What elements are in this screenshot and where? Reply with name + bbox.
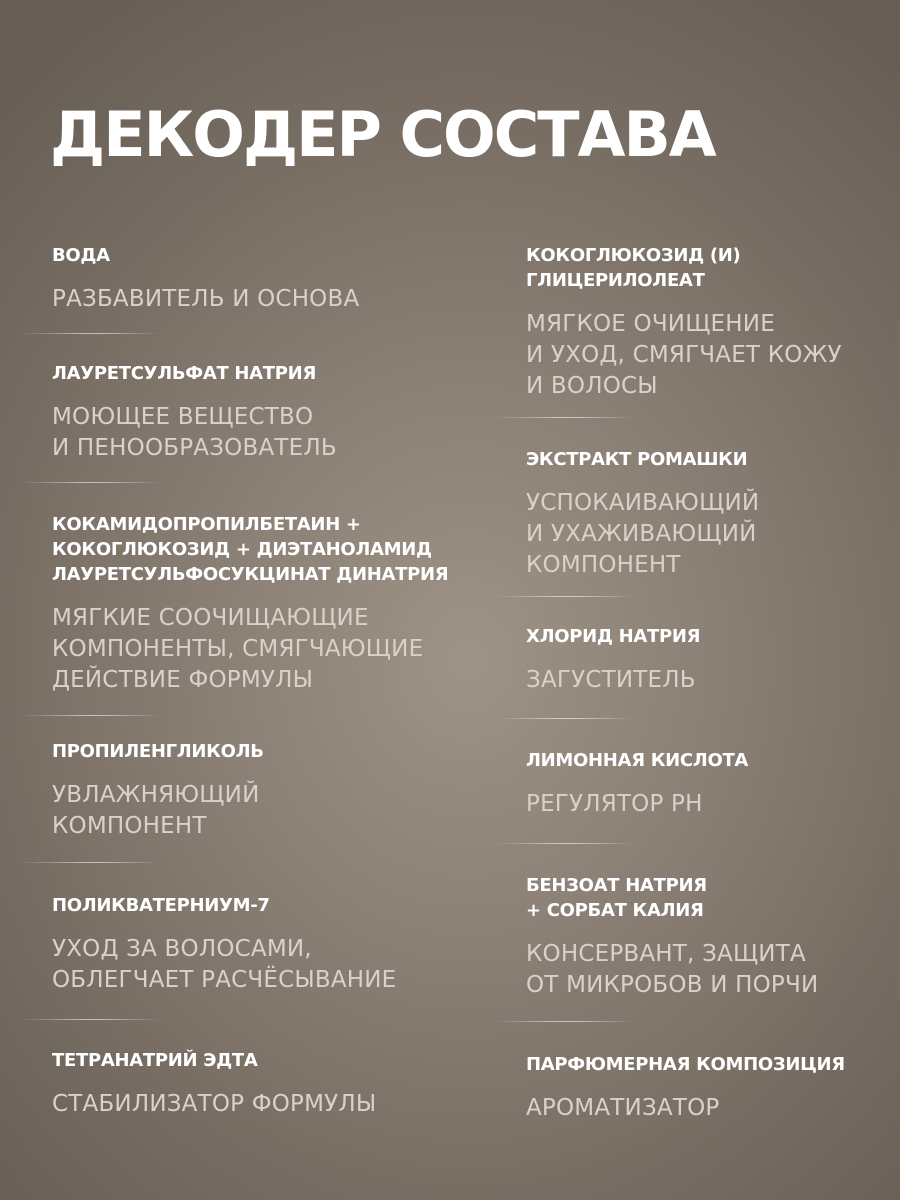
page-title: ДЕКОДЕР СОСТАВА <box>50 98 715 171</box>
ingredient-description: СТАБИЛИЗАТОР ФОРМУЛЫ <box>52 1091 377 1117</box>
ingredient-name: ПОЛИКВАТЕРНИУМ-7 <box>52 895 270 916</box>
ingredient-name: ЛАУРЕТСУЛЬФАТ НАТРИЯ <box>52 363 317 384</box>
ingredient-sodium-chloride <box>526 624 886 696</box>
ingredient-citric-acid <box>526 748 886 820</box>
ingredient-coco-glucoside-glyceryl-oleate <box>526 243 886 402</box>
divider <box>494 718 634 719</box>
ingredient-description: УХОД ЗА ВОЛОСАМИ, ОБЛЕГЧАЕТ РАСЧЁСЫВАНИЕ <box>52 936 397 993</box>
ingredient-name: ЛИМОННАЯ КИСЛОТА <box>526 750 749 771</box>
ingredient-description: РЕГУЛЯТОР PH <box>526 791 703 817</box>
divider <box>494 417 634 418</box>
ingredient-tetrasodium-edta <box>52 1048 472 1120</box>
ingredient-name: ТЕТРАНАТРИЙ ЭДТА <box>52 1050 258 1071</box>
ingredient-name: ХЛОРИД НАТРИЯ <box>526 626 701 647</box>
ingredient-name: ЭКСТРАКТ РОМАШКИ <box>526 449 748 470</box>
ingredient-polyquaternium-7 <box>52 893 472 996</box>
ingredient-description: ЗАГУСТИТЕЛЬ <box>526 667 696 693</box>
ingredient-water <box>52 243 472 315</box>
ingredient-name: ВОДА <box>52 245 110 266</box>
ingredient-fragrance <box>526 1052 886 1124</box>
ingredient-description: МОЮЩЕЕ ВЕЩЕСТВО И ПЕНООБРАЗОВАТЕЛЬ <box>52 404 337 461</box>
ingredient-sodium-benzoate-potassium-sorbate <box>526 873 886 1001</box>
ingredient-description: РАЗБАВИТЕЛЬ И ОСНОВА <box>52 286 360 312</box>
ingredient-sodium-laureth-sulfate <box>52 361 472 464</box>
divider <box>494 1021 634 1022</box>
ingredient-name: КОКОГЛЮКОЗИД (И) ГЛИЦЕРИЛОЛЕАТ <box>526 245 741 291</box>
ingredient-name: ПРОПИЛЕНГЛИКОЛЬ <box>52 741 264 762</box>
ingredient-description: МЯГКИЕ СООЧИЩАЮЩИЕ КОМПОНЕНТЫ, СМЯГЧАЮЩИЕ ДЕЙСТВИЕ ФОРМУЛЫ <box>52 605 424 693</box>
ingredient-description: УВЛАЖНЯЮЩИЙ КОМПОНЕНТ <box>52 782 260 839</box>
ingredient-description: УСПОКАИВАЮЩИЙ И УХАЖИВАЮЩИЙ КОМПОНЕНТ <box>526 490 760 578</box>
ingredient-description: МЯГКОЕ ОЧИЩЕНИЕ И УХОД, СМЯГЧАЕТ КОЖУ И ВОЛОСЫ <box>526 311 842 399</box>
ingredient-description: АРОМАТИЗАТОР <box>526 1095 720 1121</box>
ingredient-name: ПАРФЮМЕРНАЯ КОМПОЗИЦИЯ <box>526 1054 845 1075</box>
ingredient-description: КОНСЕРВАНТ, ЗАЩИТА ОТ МИКРОБОВ И ПОРЧИ <box>526 941 819 998</box>
ingredient-propylene-glycol <box>52 739 472 842</box>
divider <box>494 843 634 844</box>
ingredient-name: КОКАМИДОПРОПИЛБЕТАИН + КОКОГЛЮКОЗИД + ДИЭТАНОЛАМИД ЛАУРЕТСУЛЬФОСУКЦИНАТ ДИНАТРИЯ <box>52 514 449 585</box>
divider <box>20 333 160 334</box>
divider <box>20 1019 160 1020</box>
ingredient-cocamidopropyl-betaine-blend <box>52 512 472 696</box>
divider <box>20 862 160 863</box>
divider <box>20 482 160 483</box>
divider <box>20 715 160 716</box>
ingredient-name: БЕНЗОАТ НАТРИЯ + СОРБАТ КАЛИЯ <box>526 875 707 921</box>
ingredient-chamomile-extract <box>526 447 886 581</box>
divider <box>494 596 634 597</box>
